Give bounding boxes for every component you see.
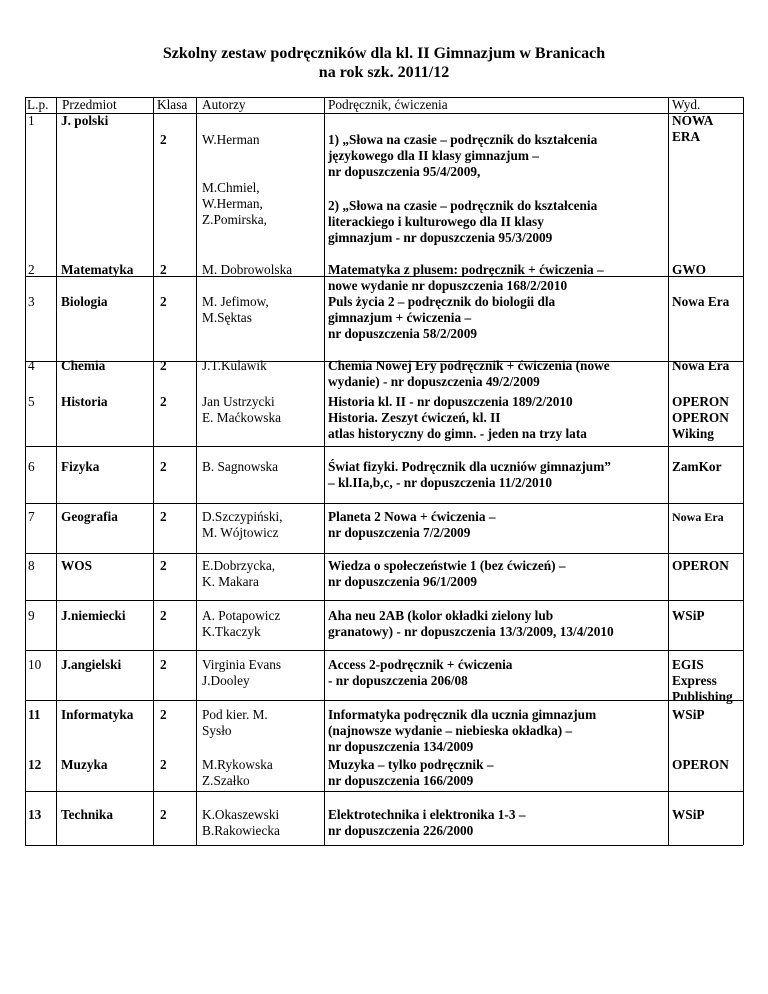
row-klasa: 2 — [160, 657, 167, 672]
row-book: Historia. Zeszyt ćwiczeń, kl. II — [328, 410, 501, 425]
row-book: – kl.IIa,b,c, - nr dopuszczenia 11/2/2010 — [328, 475, 552, 490]
row-publisher: WSiP — [672, 807, 705, 822]
row-book: gimnazjum + ćwiczenia – — [328, 310, 472, 325]
header-autorzy: Autorzy — [202, 97, 246, 112]
row-klasa: 2 — [160, 459, 167, 474]
row-subject: J.angielski — [61, 657, 122, 672]
row-lp: 2 — [28, 262, 35, 277]
row-book: atlas historyczny do gimn. - jeden na trzy lata — [328, 426, 587, 441]
table-row-border — [25, 791, 743, 792]
row-publisher: ERA — [672, 129, 701, 144]
row-subject: Geografia — [61, 509, 118, 524]
row-authors: E.Dobrzycka, — [202, 558, 276, 573]
table-row-border — [25, 113, 743, 114]
row-lp: 13 — [28, 807, 42, 822]
header-klasa: Klasa — [157, 97, 188, 112]
row-authors: Sysło — [202, 723, 232, 738]
row-lp: 10 — [28, 657, 42, 672]
row-book: Matematyka z plusem: podręcznik + ćwiczenia – — [328, 262, 604, 277]
row-klasa: 2 — [160, 509, 167, 524]
row-book: nr dopuszczenia 96/1/2009 — [328, 574, 477, 589]
table-column-border — [153, 97, 154, 845]
row-subject: J. polski — [61, 113, 109, 128]
row-book: gimnazjum - nr dopuszczenia 95/3/2009 — [328, 230, 553, 245]
row-authors: D.Szczypiński, — [202, 509, 283, 524]
header-wyd: Wyd. — [672, 97, 701, 112]
row-authors: M. Wójtowicz — [202, 525, 279, 540]
row-book: Elektrotechnika i elektronika 1-3 – — [328, 807, 526, 822]
row-klasa: 2 — [160, 757, 167, 772]
row-authors: J.T.Kulawik — [202, 358, 267, 373]
row-authors: Jan Ustrzycki — [202, 394, 275, 409]
table-row-border — [25, 503, 743, 504]
table-column-border — [743, 97, 744, 845]
row-subject: Chemia — [61, 358, 106, 373]
row-authors: M. Dobrowolska — [202, 262, 293, 277]
row-publisher: NOWA — [672, 113, 714, 128]
table-column-border — [56, 97, 57, 845]
row-authors: K. Makara — [202, 574, 259, 589]
row-authors: A. Potapowicz — [202, 608, 281, 623]
row-authors: M.Rykowska — [202, 757, 273, 772]
row-publisher: OPERON — [672, 558, 729, 573]
row-book: nr dopuszczenia 58/2/2009 — [328, 326, 477, 341]
row-book: Chemia Nowej Ery podręcznik + ćwiczenia (nowe — [328, 358, 610, 373]
row-publisher: OPERON — [672, 410, 729, 425]
row-klasa: 2 — [160, 262, 167, 277]
row-publisher: ZamKor — [672, 459, 722, 474]
row-authors: E. Maćkowska — [202, 410, 282, 425]
row-authors: M.Chmiel, — [202, 180, 260, 195]
row-publisher: WSiP — [672, 707, 705, 722]
row-lp: 12 — [28, 757, 42, 772]
row-book: Wiedza o społeczeństwie 1 (bez ćwiczeń) – — [328, 558, 566, 573]
row-lp: 1 — [28, 113, 35, 128]
row-book: Access 2-podręcznik + ćwiczenia — [328, 657, 513, 672]
row-book: 2) „Słowa na czasie – podręcznik do kształcenia — [328, 198, 598, 213]
row-klasa: 2 — [160, 358, 167, 373]
row-subject: Historia — [61, 394, 108, 409]
row-book: granatowy) - nr dopuszczenia 13/3/2009, 13/4/2010 — [328, 624, 614, 639]
row-lp: 6 — [28, 459, 35, 474]
row-book: literackiego i kulturowego dla II klasy — [328, 214, 544, 229]
row-book: nowe wydanie nr dopuszczenia 168/2/2010 — [328, 278, 568, 293]
row-book: Muzyka – tylko podręcznik – — [328, 757, 494, 772]
header-lp: L.p. — [27, 97, 49, 112]
table-row-border — [25, 700, 743, 701]
row-subject: Muzyka — [61, 757, 108, 772]
row-subject: J.niemiecki — [61, 608, 126, 623]
row-authors: J.Dooley — [202, 673, 250, 688]
row-klasa: 2 — [160, 558, 167, 573]
row-publisher: OPERON — [672, 394, 729, 409]
row-book: 1) „Słowa na czasie – podręcznik do kształcenia — [328, 132, 598, 147]
row-book: Planeta 2 Nowa + ćwiczenia – — [328, 509, 496, 524]
row-publisher: WSiP — [672, 608, 705, 623]
row-klasa: 2 — [160, 294, 167, 309]
row-book: Informatyka podręcznik dla ucznia gimnazjum — [328, 707, 597, 722]
row-publisher: Wiking — [672, 426, 714, 441]
row-book: nr dopuszczenia 134/2009 — [328, 739, 474, 754]
row-lp: 4 — [28, 358, 35, 373]
row-authors: W.Herman, — [202, 196, 263, 211]
row-subject: Fizyka — [61, 459, 100, 474]
row-klasa: 2 — [160, 707, 167, 722]
row-authors: Virginia Evans — [202, 657, 282, 672]
row-book: językowego dla II klasy gimnazjum – — [328, 148, 539, 163]
table-row-border — [25, 553, 743, 554]
table-row-border — [25, 600, 743, 601]
row-publisher: Nowa Era — [672, 294, 730, 309]
row-book: nr dopuszczenia 226/2000 — [328, 823, 474, 838]
row-lp: 11 — [28, 707, 41, 722]
row-lp: 7 — [28, 509, 35, 524]
row-subject: WOS — [61, 558, 93, 573]
row-authors: W.Herman — [202, 132, 260, 147]
row-publisher: Publishing — [672, 689, 733, 704]
row-klasa: 2 — [160, 132, 167, 147]
row-publisher: Nowa Era — [672, 358, 730, 373]
row-book: wydanie) - nr dopuszczenia 49/2/2009 — [328, 374, 540, 389]
row-publisher: Express — [672, 673, 717, 688]
table-row-border — [25, 446, 743, 447]
row-publisher: GWO — [672, 262, 706, 277]
row-book: (najnowsze wydanie – niebieska okładka) – — [328, 723, 573, 738]
row-authors: B. Sagnowska — [202, 459, 279, 474]
row-lp: 3 — [28, 294, 35, 309]
row-subject: Informatyka — [61, 707, 134, 722]
row-publisher: EGIS — [672, 657, 704, 672]
row-authors: M. Jefimow, — [202, 294, 269, 309]
row-book: - nr dopuszczenia 206/08 — [328, 673, 468, 688]
row-klasa: 2 — [160, 394, 167, 409]
row-authors: Z.Szałko — [202, 773, 250, 788]
row-publisher: Nowa Era — [672, 510, 724, 524]
row-book: nr dopuszczenia 95/4/2009, — [328, 164, 481, 179]
row-klasa: 2 — [160, 807, 167, 822]
row-lp: 9 — [28, 608, 35, 623]
row-book: Aha neu 2AB (kolor okładki zielony lub — [328, 608, 554, 623]
row-authors: K.Okaszewski — [202, 807, 280, 822]
row-lp: 8 — [28, 558, 35, 573]
row-klasa: 2 — [160, 608, 167, 623]
row-subject: Technika — [61, 807, 113, 822]
row-subject: Biologia — [61, 294, 108, 309]
table-column-border — [668, 97, 669, 845]
row-subject: Matematyka — [61, 262, 134, 277]
row-authors: Z.Pomirska, — [202, 212, 268, 227]
row-authors: M.Sęktas — [202, 310, 252, 325]
row-authors: B.Rakowiecka — [202, 823, 280, 838]
row-book: nr dopuszczenia 166/2009 — [328, 773, 474, 788]
page-title: Szkolny zestaw podręczników dla kl. II Gimnazjum w Branicach — [162, 45, 606, 62]
table-column-border — [25, 97, 26, 845]
row-book: nr dopuszczenia 7/2/2009 — [328, 525, 471, 540]
table-column-border — [196, 97, 197, 845]
table-row-border — [25, 845, 743, 846]
table-column-border — [324, 97, 325, 845]
row-publisher: OPERON — [672, 757, 729, 772]
table-row-border — [25, 650, 743, 651]
row-authors: K.Tkaczyk — [202, 624, 261, 639]
header-subject: Przedmiot — [62, 97, 117, 112]
row-book: Historia kl. II - nr dopuszczenia 189/2/2010 — [328, 394, 573, 409]
row-lp: 5 — [28, 394, 35, 409]
row-book: Świat fizyki. Podręcznik dla uczniów gimnazjum” — [328, 459, 611, 474]
page-subtitle: na rok szk. 2011/12 — [318, 64, 450, 81]
row-book: Puls życia 2 – podręcznik do biologii dla — [328, 294, 556, 309]
row-authors: Pod kier. M. — [202, 707, 268, 722]
header-podrecznik: Podręcznik, ćwiczenia — [328, 97, 448, 112]
